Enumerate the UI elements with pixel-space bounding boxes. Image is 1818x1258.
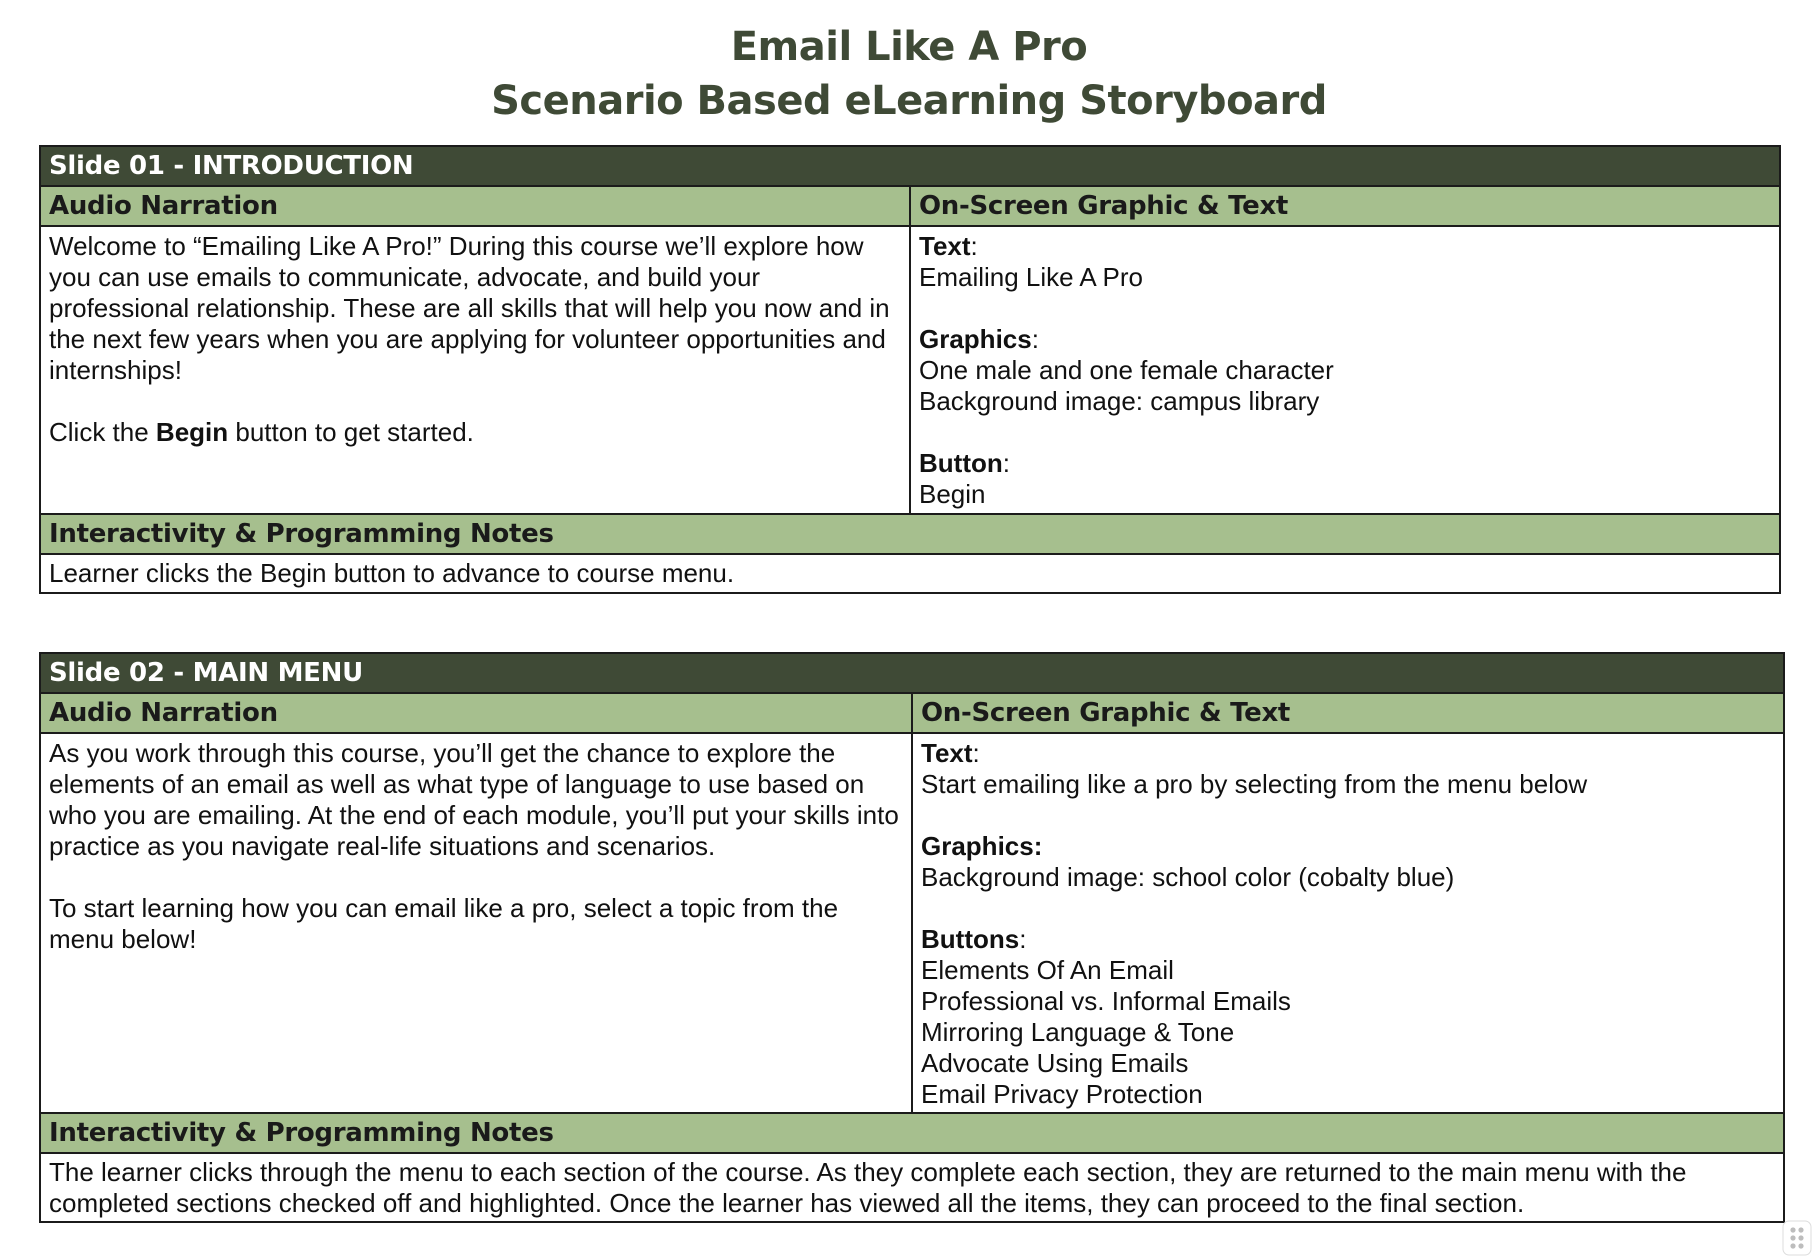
slide-01-notes: Learner clicks the Begin button to advance to course menu. [40, 554, 1780, 593]
slide-01-table [39, 145, 1781, 594]
graphics-field-label: Graphics: [919, 324, 1039, 354]
narration-paragraph: Click the Begin button to get started. [49, 417, 474, 447]
menu-button-item: Mirroring Language & Tone [921, 1017, 1235, 1047]
slide-01-narration [40, 226, 910, 514]
graphics-field-value: Background image: school color (cobalty blue) [921, 862, 1455, 892]
notes-header: Interactivity & Programming Notes [40, 514, 1780, 554]
graphics-item: One male and one female character [919, 355, 1334, 385]
menu-button-item: Elements Of An Email [921, 955, 1174, 985]
text-field-value: Emailing Like A Pro [919, 262, 1144, 292]
narration-paragraph: Welcome to “Emailing Like A Pro!” During this course we’ll explore how you can use emails to communicate, advocate, and build your professional relationship. These are all skills that will help you now and in the next few years when you are applying for volunteer opportunities and internships! [49, 231, 890, 385]
narration-paragraph: As you work through this course, you’ll get the chance to explore the elements of an email as well as what type of language to use based on who you are emailing. At the end of each module, you’ll put your skills into practice as you navigate real-life situations and scenarios. [49, 738, 899, 861]
text-field-label: Text: [919, 231, 978, 261]
document-subtitle: Scenario Based eLearning Storyboard [491, 78, 1327, 124]
on-screen-header: On-Screen Graphic & Text [910, 186, 1780, 226]
document-header [0, 20, 1818, 128]
audio-narration-header: Audio Narration [40, 186, 910, 226]
slide-02-title: Slide 02 - MAIN MENU [40, 653, 1784, 693]
notes-header: Interactivity & Programming Notes [40, 1113, 1784, 1153]
menu-button-item: Professional vs. Informal Emails [921, 986, 1291, 1016]
slide-02-onscreen [912, 733, 1784, 1113]
slide-01-title: Slide 01 - INTRODUCTION [40, 146, 1780, 186]
on-screen-header: On-Screen Graphic & Text [912, 693, 1784, 733]
drag-handle-icon[interactable] [1782, 1220, 1812, 1256]
menu-button-item: Email Privacy Protection [921, 1079, 1203, 1109]
audio-narration-header: Audio Narration [40, 693, 912, 733]
menu-button-item: Advocate Using Emails [921, 1048, 1189, 1078]
text-field-label: Text: [921, 738, 980, 768]
graphics-item: Background image: campus library [919, 386, 1320, 416]
slide-02-notes: The learner clicks through the menu to each section of the course. As they complete each section, they are returned to the main menu with the completed sections checked off and highlighted. Once the learner has viewed all the items, they can proceed to the final section. [40, 1153, 1784, 1222]
text-field-value: Start emailing like a pro by selecting from the menu below [921, 769, 1588, 799]
narration-paragraph: To start learning how you can email like a pro, select a topic from the menu below! [49, 893, 839, 954]
button-field-value: Begin [919, 479, 986, 509]
slide-02-narration [40, 733, 912, 1113]
buttons-field-label: Buttons: [921, 924, 1027, 954]
document-title: Email Like A Pro [730, 24, 1088, 70]
button-field-label: Button: [919, 448, 1010, 478]
begin-emphasis: Begin [155, 417, 229, 447]
graphics-field-label: Graphics: [921, 831, 1043, 861]
slide-01-onscreen [910, 226, 1780, 514]
slide-02-table [39, 652, 1785, 1223]
